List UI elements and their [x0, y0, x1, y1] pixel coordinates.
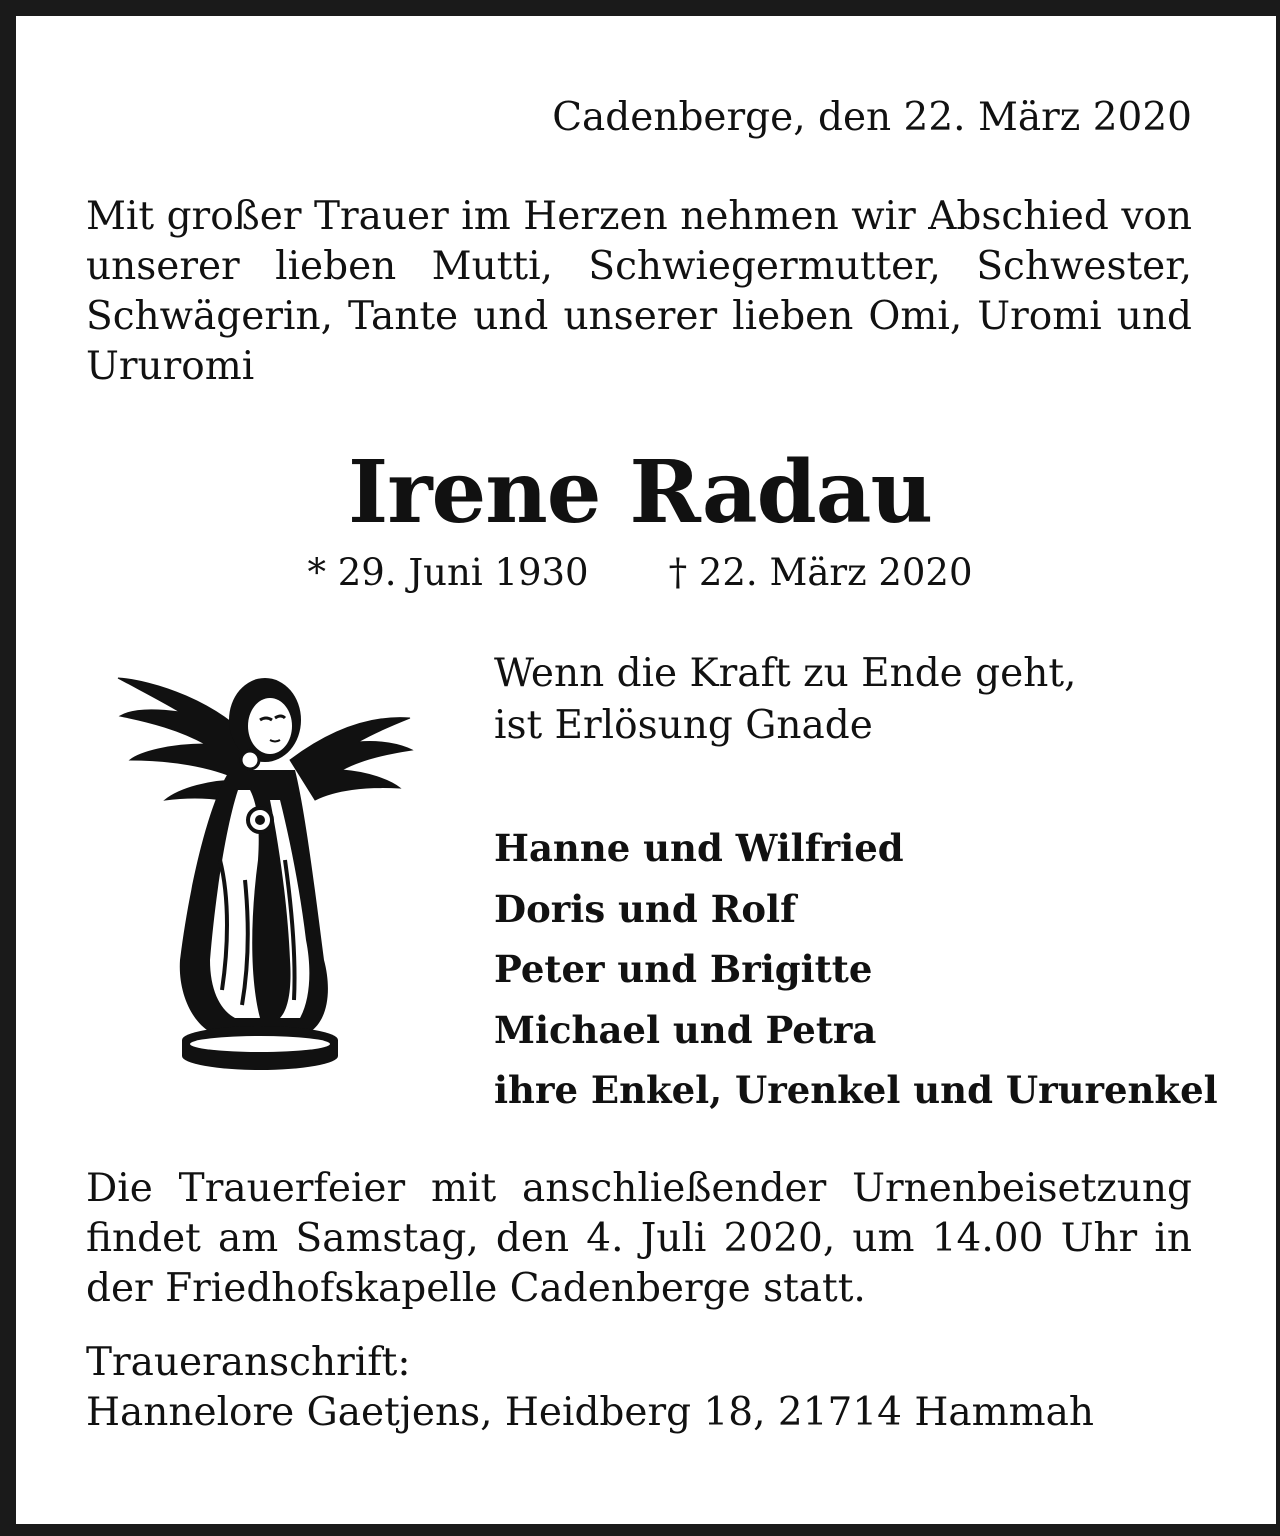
mourners-list [494, 818, 1218, 1121]
address-label: Traueranschrift: [86, 1340, 411, 1385]
ceremony-text: Die Trauerfeier mit anschließender Urnenbeisetzung findet am Samstag, den 4. Juli 2020, um 14.00 Uhr in der Friedhofskapelle Cadenberge statt. [86, 1166, 1192, 1311]
birth-date: * 29. Juni 1930 [307, 551, 589, 594]
intro-text: Mit großer Trauer im Herzen nehmen wir Abschied von unserer lieben Mutti, Schwiegermutter, Schwester, Schwägerin, Tante und unserer lieben Omi, Uromi und Ururomi [86, 194, 1192, 389]
deceased-name: Irene Radau [348, 442, 932, 543]
place-date: Cadenberge, den 22. März 2020 [552, 95, 1192, 140]
address-text: Hannelore Gaetjens, Heidberg 18, 21714 Hammah [86, 1390, 1094, 1435]
motto [494, 648, 1076, 752]
mourner-item: Peter und Brigitte [494, 947, 873, 991]
mourner-item: Doris und Rolf [494, 886, 796, 931]
death-date: † 22. März 2020 [668, 551, 973, 594]
motto-line: Wenn die Kraft zu Ende geht, [494, 651, 1077, 696]
angel-figure-icon [110, 660, 420, 1080]
life-dates [0, 548, 1280, 598]
mourning-address [86, 1338, 1094, 1438]
mourner-item: Hanne und Wilfried [494, 826, 904, 870]
motto-line: ist Erlösung Gnade [494, 703, 873, 748]
mourner-item: ihre Enkel, Urenkel und Ururenkel [494, 1068, 1218, 1112]
mourner-item: Michael und Petra [494, 1007, 877, 1052]
